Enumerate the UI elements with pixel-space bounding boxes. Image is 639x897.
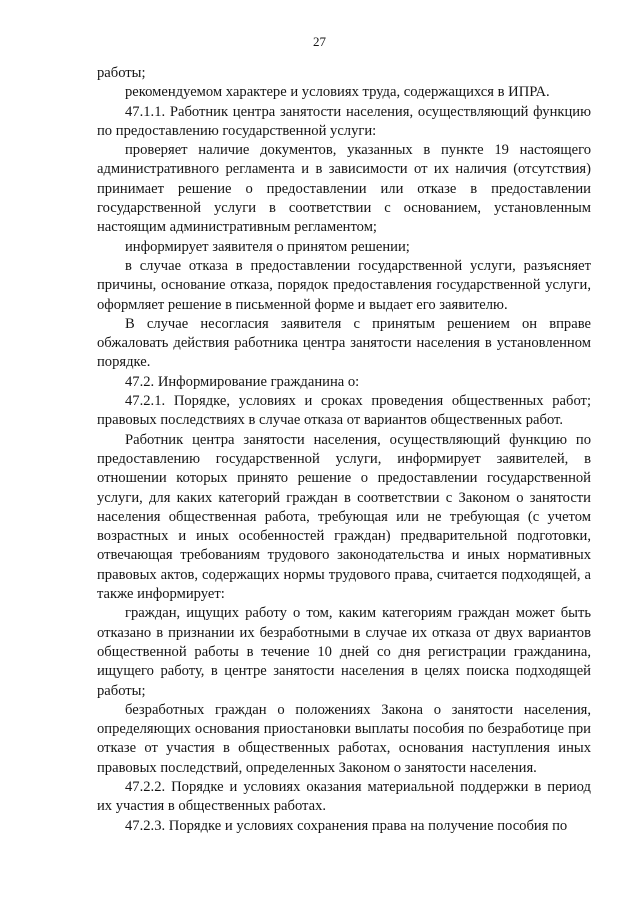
paragraph: в случае отказа в предоставлении государственной услуги, разъясняет причины, основание отказа, порядок предоставления государственной услуги, оформляет решение в письменной форме и выдает его заявителю. xyxy=(97,257,591,313)
paragraph: работы; xyxy=(97,65,146,81)
page-number: 27 xyxy=(313,34,326,49)
paragraph: граждан, ищущих работу о том, каким категориям граждан может быть отказано в признании их безработными в случае их отказа от двух вариантов общественной работы в течение 10 дней со дня регистрации гражданина, ищущего работу, в центре занятости населения в целях поиска подходящей работы; xyxy=(97,605,591,699)
paragraph: 47.2.3. Порядке и условиях сохранения права на получение пособия по xyxy=(125,817,568,834)
paragraph: 47.2.2. Порядке и условиях оказания материальной поддержки в период их участия в общественных работах. xyxy=(97,778,591,815)
paragraph: В случае несогласия заявителя с принятым решением он вправе обжаловать действия работника центра занятости населения в установленном порядке. xyxy=(97,315,591,371)
paragraph: информирует заявителя о принятом решении; xyxy=(125,238,410,255)
document-body xyxy=(97,64,591,836)
paragraph: безработных граждан о положениях Закона о занятости населения, определяющих основания приостановки выплаты пособия по безработице при отказе от участия в общественных работах, основания наступления иных правовых последствий, определенных Законом о занятости населения. xyxy=(97,701,591,776)
paragraph: рекомендуемом характере и условиях труда, содержащихся в ИПРА. xyxy=(125,84,550,101)
paragraph: 47.1.1. Работник центра занятости населения, осуществляющий функцию по предоставлению государственной услуги: xyxy=(97,103,591,139)
paragraph: проверяет наличие документов, указанных в пункте 19 настоящего административного регламента и в зависимости от их наличия (отсутствия) принимает решение о предоставлении или отказе в предоставлении государственной услуги в соответствии с основанием, установленным настоящим административным регламентом; xyxy=(97,142,591,236)
paragraph: 47.2. Информирование гражданина о: xyxy=(125,373,360,390)
paragraph: 47.2.1. Порядке, условиях и сроках проведения общественных работ; правовых последствиях в случае отказа от вариантов общественных работ. xyxy=(97,393,591,429)
paragraph: Работник центра занятости населения, осуществляющий функцию по предоставлению государственной услуги, информирует заявителей, в отношении которых принято решение о предоставлении государственной услуги, для каких категорий граждан в соответствии с Законом о занятости населения общественная работа, требующая или не требующая (с учетом возрастных и иных особенностей граждан) предварительной подготовки, отвечающая требованиям трудового законодательства и иных нормативных правовых актов, содержащих нормы трудового права, считается подходящей, а также информирует: xyxy=(97,431,591,603)
